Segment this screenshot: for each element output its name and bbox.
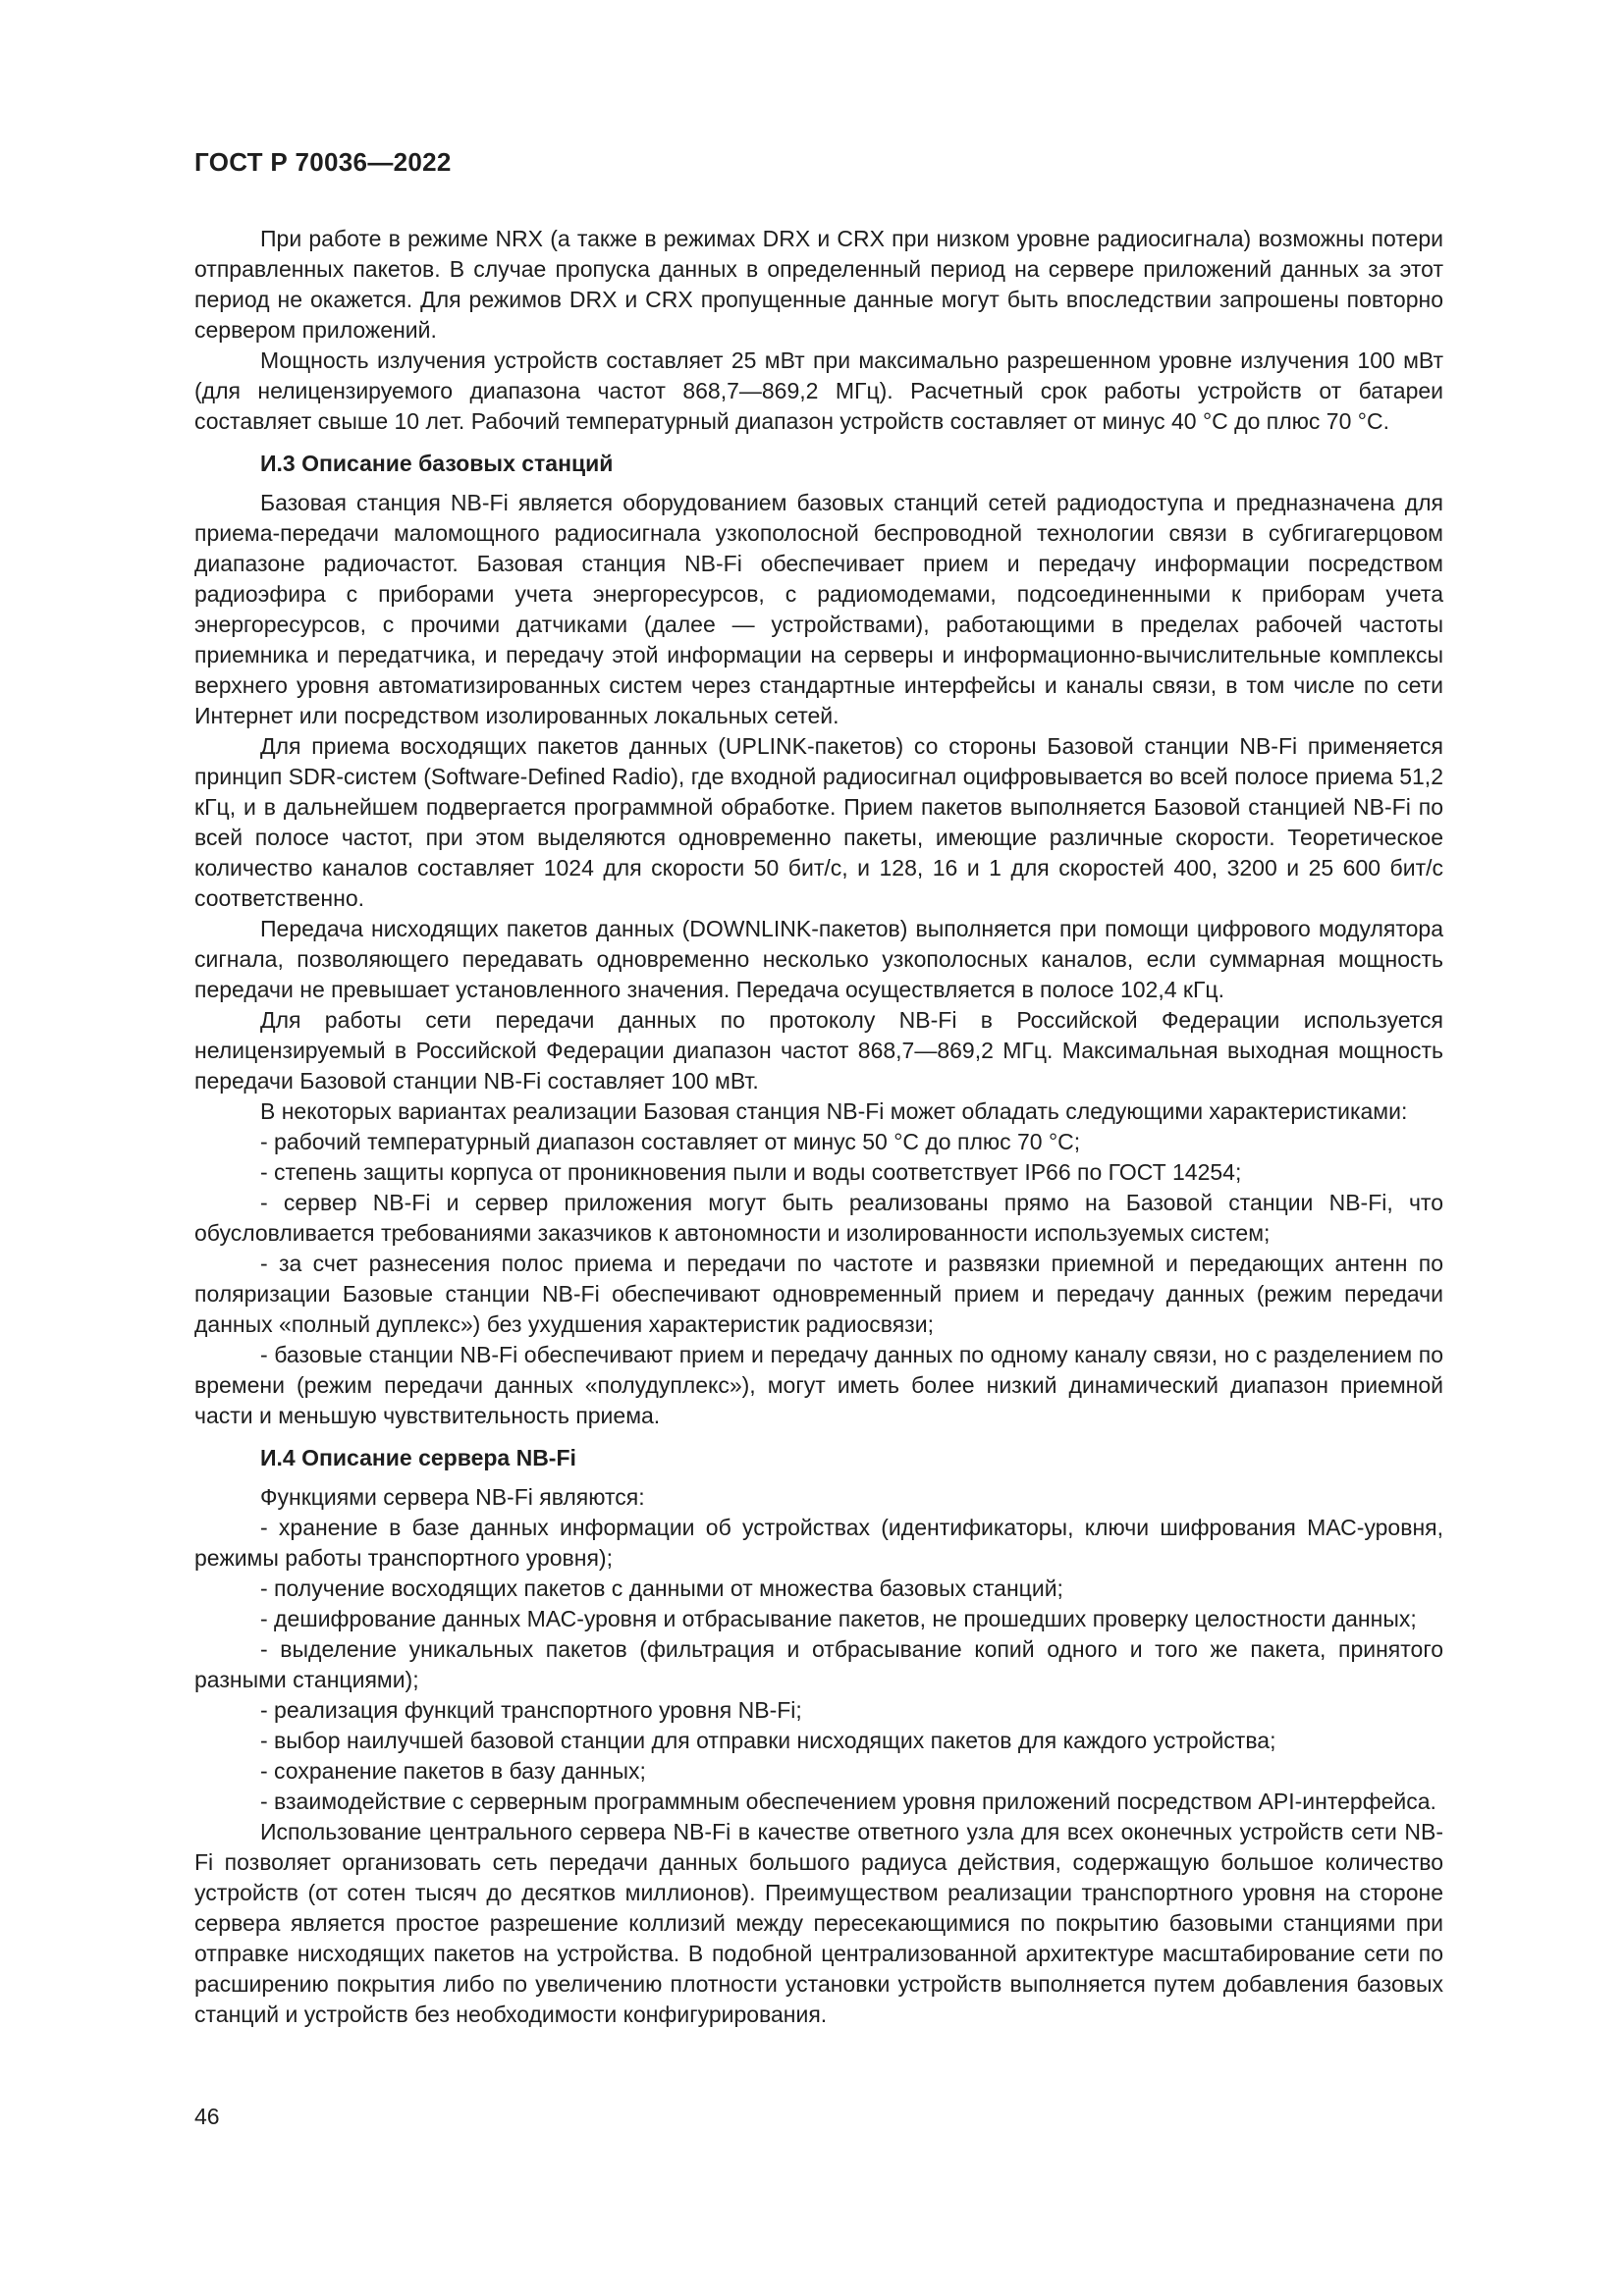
list-item: - сохранение пакетов в базу данных; [260,1758,646,1784]
list-item: - сервер NB-Fi и сервер приложения могут быть реализованы прямо на Базовой станции NB-Fi, что обусловливается требованиями заказчиков к автономности и изолированности используемых систем; [194,1190,1443,1246]
list-item: - рабочий температурный диапазон составляет от минус 50 °C до плюс 70 °C; [260,1129,1081,1154]
paragraph: Функциями сервера NB-Fi являются: [260,1484,645,1510]
page-number: 46 [194,2104,220,2129]
paragraph: Базовая станция NB-Fi является оборудованием базовых станций сетей радиодоступа и предназначена для приема-передачи маломощного радиосигнала узкополосной беспроводной технологии связи в субгигагерцовом диапазоне радиочастот. Базовая станция NB-Fi обеспечивает прием и передачу информации посредством радиоэфира с приборами учета энергоресурсов, с радиомодемами, подсоединенными к приборам учета энергоресурсов, с прочими датчиками (далее — устройствами), работающими в пределах рабочей частоты приемника и передатчика, и передачу этой информации на серверы и информационно-вычислительные комплексы верхнего уровня автоматизированных систем через стандартные интерфейсы и каналы связи, в том числе по сети Интернет или посредством изолированных локальных сетей. [194,490,1443,728]
list-item: - получение восходящих пакетов с данными от множества базовых станций; [260,1575,1063,1601]
paragraph: В некоторых вариантах реализации Базовая станция NB-Fi может обладать следующими характеристиками: [260,1098,1408,1124]
list-item: - дешифрование данных МАС-уровня и отбрасывание пакетов, не прошедших проверку целостности данных; [260,1606,1417,1631]
paragraph: Для работы сети передачи данных по протоколу NB-Fi в Российской Федерации используется нелицензируемый в Российской Федерации диапазон частот 868,7—869,2 МГц. Максимальная выходная мощность передачи Базовой станции NB-Fi составляет 100 мВт. [194,1007,1443,1094]
list-item: - реализация функций транспортного уровня NB-Fi; [260,1697,802,1723]
page-header: ГОСТ Р 70036—2022 [194,147,452,177]
paragraph: При работе в режиме NRX (а также в режимах DRX и CRX при низком уровне радиосигнала) возможны потери отправленных пакетов. В случае пропуска данных в определенный период на сервере приложений данных за этот период не окажется. Для режимов DRX и CRX пропущенные данные могут быть впоследствии запрошены повторно сервером приложений. [194,226,1443,343]
list-item: - взаимодействие с серверным программным обеспечением уровня приложений посредством API-интерфейса. [260,1789,1436,1814]
paragraph: Мощность излучения устройств составляет 25 мВт при максимально разрешенном уровне излучения 100 мВт (для нелицензируемого диапазона частот 868,7—869,2 МГц). Расчетный срок работы устройств от батареи составляет свыше 10 лет. Рабочий температурный диапазон устройств составляет от минус 40 °C до плюс 70 °C. [194,347,1443,434]
list-item: - выделение уникальных пакетов (фильтрация и отбрасывание копий одного и того же пакета, принятого разными станциями); [194,1636,1443,1692]
list-item: - степень защиты корпуса от проникновения пыли и воды соответствует IP66 по ГОСТ 14254; [260,1159,1242,1185]
paragraph: Для приема восходящих пакетов данных (UPLINK-пакетов) со стороны Базовой станции NB-Fi применяется принцип SDR-систем (Software-Defined Radio), где входной радиосигнал оцифровывается во всей полосе приема 51,2 кГц, и в дальнейшем подвергается программной обработке. Прием пакетов выполняется Базовой станцией NB-Fi по всей полосе частот, при этом выделяются одновременно пакеты, имеющие различные скорости. Теоретическое количество каналов составляет 1024 для скорости 50 бит/с, и 128, 16 и 1 для скоростей 400, 3200 и 25 600 бит/с соответственно. [194,733,1443,911]
paragraph: Использование центрального сервера NB-Fi в качестве ответного узла для всех оконечных устройств сети NB-Fi позволяет организовать сеть передачи данных большого радиуса действия, содержащую большое количество устройств (от сотен тысяч до десятков миллионов). Преимуществом реализации транспортного уровня на стороне сервера является простое разрешение коллизий между пересекающимися по покрытию базовыми станциями при отправке нисходящих пакетов на устройства. В подобной централизованной архитектуре масштабирование сети по расширению покрытия либо по увеличению плотности установки устройств выполняется путем добавления базовых станций и устройств без необходимости конфигурирования. [194,1819,1443,2027]
list-item: - выбор наилучшей базовой станции для отправки нисходящих пакетов для каждого устройства; [260,1728,1276,1753]
list-item: - хранение в базе данных информации об устройствах (идентификаторы, ключи шифрования МАС-уровня, режимы работы транспортного уровня); [194,1515,1443,1571]
document-body [194,224,1443,2030]
list-item: - за счет разнесения полос приема и передачи по частоте и развязки приемной и передающих антенн по поляризации Базовые станции NB-Fi обеспечивают одновременный прием и передачу данных (режим передачи данных «полный дуплекс») без ухудшения характеристик радиосвязи; [194,1251,1443,1337]
list-item: - базовые станции NB-Fi обеспечивают прием и передачу данных по одному каналу связи, но с разделением по времени (режим передачи данных «полудуплекс»), могут иметь более низкий динамический диапазон приемной части и меньшую чувствительность приема. [194,1342,1443,1428]
paragraph: Передача нисходящих пакетов данных (DOWNLINK-пакетов) выполняется при помощи цифрового модулятора сигнала, позволяющего передавать одновременно несколько узкополосных каналов, если суммарная мощность передачи не превышает установленного значения. Передача осуществляется в полосе 102,4 кГц. [194,916,1443,1002]
section-heading: И.3 Описание базовых станций [260,451,614,476]
section-heading: И.4 Описание сервера NB-Fi [260,1445,576,1470]
